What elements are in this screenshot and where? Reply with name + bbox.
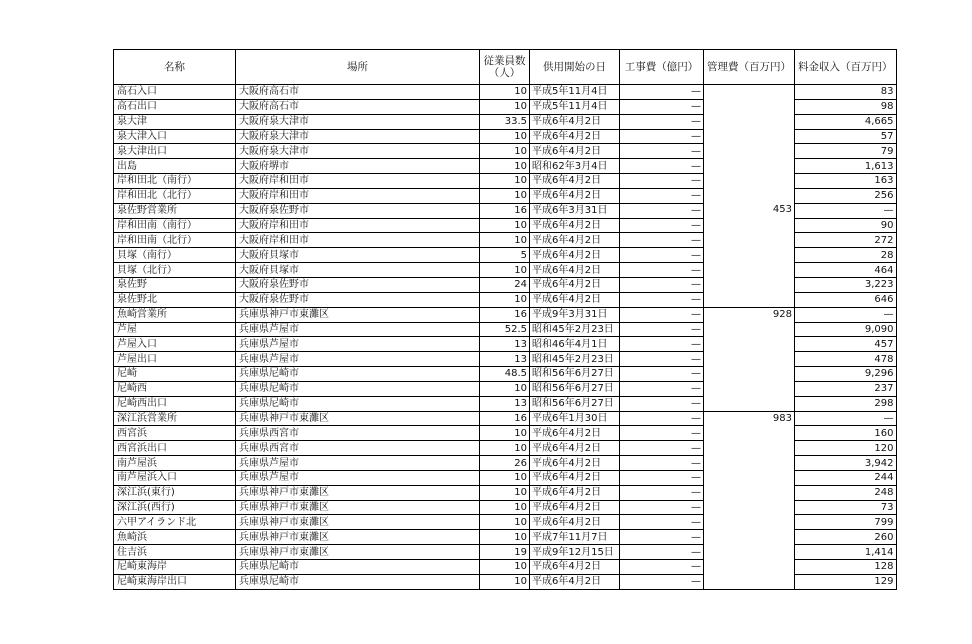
table-row: [114, 218, 897, 233]
table-row: [114, 485, 897, 500]
header-name: 名称: [114, 50, 236, 85]
table-row: [114, 277, 897, 292]
header-construction-cost: 工事費（億円）: [620, 50, 704, 85]
cell-name: 尼崎西出口: [114, 396, 236, 411]
cell-toll-revenue: 248: [795, 485, 897, 500]
cell-construction-cost: —: [620, 263, 704, 278]
cell-employees: 10: [480, 515, 530, 530]
cell-location: 兵庫県神戸市東灘区: [236, 530, 480, 545]
cell-construction-cost: —: [620, 292, 704, 307]
cell-employees: 26: [480, 456, 530, 471]
table-row: [114, 322, 897, 337]
table-row: [114, 530, 897, 545]
cell-name: 南芦屋浜: [114, 456, 236, 471]
cell-employees: 10: [480, 441, 530, 456]
table-row: [114, 411, 897, 426]
table-row: [114, 233, 897, 248]
cell-employees: 10: [480, 500, 530, 515]
cell-toll-revenue: 298: [795, 396, 897, 411]
table-row: [114, 292, 897, 307]
cell-construction-cost: —: [620, 515, 704, 530]
cell-employees: 10: [480, 292, 530, 307]
header-toll-revenue: 料金収入（百万円）: [795, 50, 897, 85]
cell-toll-revenue: 272: [795, 233, 897, 248]
cell-toll-revenue: 79: [795, 144, 897, 159]
cell-name: 泉大津入口: [114, 129, 236, 144]
cell-location: 大阪府泉大津市: [236, 144, 480, 159]
cell-toll-revenue: 163: [795, 174, 897, 189]
cell-name: 泉大津: [114, 114, 236, 129]
cell-open-date: 平成6年4月2日: [530, 560, 620, 575]
cell-toll-revenue: 464: [795, 263, 897, 278]
cell-name: 泉大津出口: [114, 144, 236, 159]
table-body: [114, 85, 897, 590]
cell-construction-cost: —: [620, 411, 704, 426]
cell-management-cost: [704, 560, 795, 575]
cell-management-cost: [704, 441, 795, 456]
cell-toll-revenue: 9,296: [795, 367, 897, 382]
cell-employees: 10: [480, 174, 530, 189]
cell-management-cost: [704, 99, 795, 114]
cell-toll-revenue: 1,613: [795, 159, 897, 174]
cell-location: 大阪府岸和田市: [236, 188, 480, 203]
cell-management-cost: [704, 114, 795, 129]
table-row: [114, 85, 897, 100]
cell-open-date: 平成6年4月2日: [530, 263, 620, 278]
cell-name: 西宮浜出口: [114, 441, 236, 456]
cell-construction-cost: —: [620, 352, 704, 367]
cell-open-date: 平成6年4月2日: [530, 515, 620, 530]
cell-location: 兵庫県神戸市東灘区: [236, 411, 480, 426]
cell-toll-revenue: 260: [795, 530, 897, 545]
cell-employees: 10: [480, 218, 530, 233]
cell-name: 貝塚（北行）: [114, 263, 236, 278]
cell-location: 兵庫県西宮市: [236, 441, 480, 456]
cell-location: 兵庫県尼崎市: [236, 367, 480, 382]
table-row: [114, 144, 897, 159]
cell-toll-revenue: 83: [795, 85, 897, 100]
cell-location: 兵庫県尼崎市: [236, 560, 480, 575]
cell-construction-cost: —: [620, 426, 704, 441]
cell-name: 西宮浜: [114, 426, 236, 441]
cell-name: 魚崎営業所: [114, 307, 236, 322]
cell-location: 兵庫県芦屋市: [236, 337, 480, 352]
cell-name: 岸和田北（南行）: [114, 174, 236, 189]
cell-employees: 5: [480, 248, 530, 263]
table-row: [114, 203, 897, 218]
cell-management-cost: [704, 337, 795, 352]
cell-toll-revenue: 3,223: [795, 277, 897, 292]
cell-open-date: 平成6年4月2日: [530, 248, 620, 263]
cell-construction-cost: —: [620, 233, 704, 248]
cell-name: 高石出口: [114, 99, 236, 114]
cell-name: 尼崎東海岸: [114, 560, 236, 575]
table-row: [114, 263, 897, 278]
table-row: [114, 381, 897, 396]
cell-employees: 10: [480, 263, 530, 278]
cell-management-cost: [704, 322, 795, 337]
cell-management-cost: [704, 277, 795, 292]
table-row: [114, 307, 897, 322]
cell-name: 尼崎東海岸出口: [114, 574, 236, 589]
cell-construction-cost: —: [620, 560, 704, 575]
cell-management-cost: [704, 263, 795, 278]
cell-management-cost: [704, 470, 795, 485]
cell-name: 尼崎西: [114, 381, 236, 396]
cell-toll-revenue: 3,942: [795, 456, 897, 471]
cell-employees: 10: [480, 99, 530, 114]
cell-management-cost: [704, 159, 795, 174]
table-row: [114, 188, 897, 203]
cell-management-cost: [704, 129, 795, 144]
cell-employees: 16: [480, 411, 530, 426]
cell-employees: 13: [480, 337, 530, 352]
cell-name: 岸和田南（南行）: [114, 218, 236, 233]
cell-name: 尼崎: [114, 367, 236, 382]
cell-open-date: 平成6年4月2日: [530, 114, 620, 129]
table-row: [114, 174, 897, 189]
cell-employees: 10: [480, 233, 530, 248]
table-row: [114, 367, 897, 382]
cell-toll-revenue: 129: [795, 574, 897, 589]
cell-management-cost: 983: [704, 411, 795, 426]
cell-location: 兵庫県尼崎市: [236, 574, 480, 589]
cell-location: 兵庫県神戸市東灘区: [236, 500, 480, 515]
cell-toll-revenue: 478: [795, 352, 897, 367]
cell-construction-cost: —: [620, 99, 704, 114]
cell-open-date: 平成5年11月4日: [530, 99, 620, 114]
header-employees: 従業員数 （人）: [480, 50, 530, 85]
cell-construction-cost: —: [620, 381, 704, 396]
cell-toll-revenue: 28: [795, 248, 897, 263]
cell-employees: 10: [480, 470, 530, 485]
cell-construction-cost: —: [620, 530, 704, 545]
table-row: [114, 560, 897, 575]
cell-construction-cost: —: [620, 396, 704, 411]
cell-name: 泉佐野: [114, 277, 236, 292]
cell-employees: 10: [480, 188, 530, 203]
cell-management-cost: [704, 248, 795, 263]
cell-construction-cost: —: [620, 218, 704, 233]
cell-location: 兵庫県尼崎市: [236, 396, 480, 411]
cell-management-cost: [704, 188, 795, 203]
cell-location: 大阪府泉大津市: [236, 114, 480, 129]
cell-employees: 16: [480, 307, 530, 322]
cell-name: 泉佐野北: [114, 292, 236, 307]
cell-name: 泉佐野営業所: [114, 203, 236, 218]
cell-employees: 16: [480, 203, 530, 218]
cell-management-cost: [704, 500, 795, 515]
cell-open-date: 平成6年4月2日: [530, 218, 620, 233]
cell-employees: 13: [480, 352, 530, 367]
cell-management-cost: [704, 352, 795, 367]
cell-toll-revenue: 799: [795, 515, 897, 530]
cell-open-date: 昭和56年6月27日: [530, 381, 620, 396]
cell-location: 兵庫県神戸市東灘区: [236, 485, 480, 500]
cell-location: 兵庫県神戸市東灘区: [236, 515, 480, 530]
cell-employees: 10: [480, 381, 530, 396]
table-row: [114, 500, 897, 515]
cell-toll-revenue: —: [795, 411, 897, 426]
cell-toll-revenue: 120: [795, 441, 897, 456]
table-row: [114, 352, 897, 367]
cell-management-cost: [704, 292, 795, 307]
facility-table-sheet: [113, 49, 897, 590]
cell-toll-revenue: 457: [795, 337, 897, 352]
cell-open-date: 平成6年4月2日: [530, 574, 620, 589]
cell-name: 芦屋入口: [114, 337, 236, 352]
table-row: [114, 441, 897, 456]
cell-open-date: 平成5年11月4日: [530, 85, 620, 100]
cell-construction-cost: —: [620, 322, 704, 337]
cell-toll-revenue: 90: [795, 218, 897, 233]
table-row: [114, 129, 897, 144]
cell-open-date: 昭和62年3月4日: [530, 159, 620, 174]
cell-management-cost: [704, 396, 795, 411]
cell-employees: 48.5: [480, 367, 530, 382]
cell-open-date: 昭和46年4月1日: [530, 337, 620, 352]
cell-open-date: 平成6年4月2日: [530, 129, 620, 144]
cell-construction-cost: —: [620, 367, 704, 382]
cell-employees: 10: [480, 560, 530, 575]
cell-toll-revenue: 73: [795, 500, 897, 515]
cell-toll-revenue: 160: [795, 426, 897, 441]
cell-open-date: 昭和56年6月27日: [530, 396, 620, 411]
cell-location: 兵庫県芦屋市: [236, 352, 480, 367]
cell-location: 兵庫県神戸市東灘区: [236, 307, 480, 322]
table-row: [114, 99, 897, 114]
cell-name: 魚崎浜: [114, 530, 236, 545]
cell-toll-revenue: 9,090: [795, 322, 897, 337]
cell-open-date: 平成6年4月2日: [530, 456, 620, 471]
cell-construction-cost: —: [620, 470, 704, 485]
cell-open-date: 平成6年4月2日: [530, 144, 620, 159]
cell-open-date: 平成9年12月15日: [530, 545, 620, 560]
cell-open-date: 平成6年3月31日: [530, 203, 620, 218]
cell-name: 六甲アイランド北: [114, 515, 236, 530]
cell-construction-cost: —: [620, 144, 704, 159]
cell-toll-revenue: 98: [795, 99, 897, 114]
cell-name: 芦屋出口: [114, 352, 236, 367]
cell-name: 貝塚（南行）: [114, 248, 236, 263]
header-location: 場所: [236, 50, 480, 85]
cell-management-cost: [704, 545, 795, 560]
cell-open-date: 平成6年4月2日: [530, 233, 620, 248]
cell-location: 大阪府貝塚市: [236, 248, 480, 263]
cell-name: 芦屋: [114, 322, 236, 337]
cell-employees: 10: [480, 159, 530, 174]
cell-construction-cost: —: [620, 337, 704, 352]
cell-employees: 10: [480, 485, 530, 500]
cell-construction-cost: —: [620, 188, 704, 203]
cell-construction-cost: —: [620, 574, 704, 589]
cell-toll-revenue: 244: [795, 470, 897, 485]
cell-name: 深江浜(西行): [114, 500, 236, 515]
table-row: [114, 337, 897, 352]
cell-open-date: 昭和45年2月23日: [530, 322, 620, 337]
cell-location: 大阪府高石市: [236, 99, 480, 114]
cell-management-cost: [704, 485, 795, 500]
cell-toll-revenue: —: [795, 203, 897, 218]
cell-open-date: 平成6年4月2日: [530, 174, 620, 189]
cell-construction-cost: —: [620, 114, 704, 129]
cell-location: 大阪府泉佐野市: [236, 277, 480, 292]
cell-construction-cost: —: [620, 159, 704, 174]
cell-management-cost: [704, 530, 795, 545]
facility-table: [113, 49, 897, 590]
table-row: [114, 545, 897, 560]
cell-location: 大阪府岸和田市: [236, 174, 480, 189]
cell-construction-cost: —: [620, 307, 704, 322]
cell-management-cost: [704, 144, 795, 159]
table-row: [114, 456, 897, 471]
cell-construction-cost: —: [620, 248, 704, 263]
header-management-cost: 管理費（百万円）: [704, 50, 795, 85]
cell-employees: 10: [480, 530, 530, 545]
cell-location: 兵庫県尼崎市: [236, 381, 480, 396]
cell-construction-cost: —: [620, 203, 704, 218]
cell-management-cost: [704, 367, 795, 382]
cell-location: 兵庫県芦屋市: [236, 470, 480, 485]
cell-name: 南芦屋浜入口: [114, 470, 236, 485]
cell-toll-revenue: 237: [795, 381, 897, 396]
cell-construction-cost: —: [620, 129, 704, 144]
cell-location: 大阪府貝塚市: [236, 263, 480, 278]
cell-management-cost: [704, 85, 795, 100]
cell-open-date: 平成6年4月2日: [530, 277, 620, 292]
cell-construction-cost: —: [620, 441, 704, 456]
cell-location: 兵庫県芦屋市: [236, 456, 480, 471]
cell-open-date: 平成6年4月2日: [530, 470, 620, 485]
cell-employees: 10: [480, 144, 530, 159]
cell-location: 大阪府泉大津市: [236, 129, 480, 144]
cell-name: 深江浜営業所: [114, 411, 236, 426]
cell-employees: 10: [480, 426, 530, 441]
cell-location: 大阪府岸和田市: [236, 233, 480, 248]
table-header-row: [114, 50, 897, 85]
cell-location: 大阪府高石市: [236, 85, 480, 100]
cell-construction-cost: —: [620, 277, 704, 292]
cell-open-date: 平成6年4月2日: [530, 292, 620, 307]
cell-construction-cost: —: [620, 456, 704, 471]
cell-location: 兵庫県西宮市: [236, 426, 480, 441]
table-row: [114, 396, 897, 411]
cell-construction-cost: —: [620, 85, 704, 100]
cell-open-date: 昭和45年2月23日: [530, 352, 620, 367]
cell-open-date: 平成6年4月2日: [530, 485, 620, 500]
cell-toll-revenue: 57: [795, 129, 897, 144]
cell-open-date: 昭和56年6月27日: [530, 367, 620, 382]
cell-management-cost: [704, 456, 795, 471]
cell-location: 兵庫県神戸市東灘区: [236, 545, 480, 560]
cell-toll-revenue: 646: [795, 292, 897, 307]
cell-open-date: 平成6年4月2日: [530, 188, 620, 203]
cell-location: 兵庫県芦屋市: [236, 322, 480, 337]
cell-employees: 33.5: [480, 114, 530, 129]
cell-employees: 10: [480, 129, 530, 144]
cell-management-cost: [704, 218, 795, 233]
cell-toll-revenue: 4,665: [795, 114, 897, 129]
cell-management-cost: [704, 233, 795, 248]
cell-location: 大阪府岸和田市: [236, 218, 480, 233]
cell-employees: 52.5: [480, 322, 530, 337]
table-row: [114, 574, 897, 589]
cell-management-cost: [704, 574, 795, 589]
cell-open-date: 平成6年4月2日: [530, 426, 620, 441]
cell-management-cost: [704, 381, 795, 396]
cell-toll-revenue: 1,414: [795, 545, 897, 560]
table-row: [114, 248, 897, 263]
cell-construction-cost: —: [620, 485, 704, 500]
cell-name: 岸和田南（北行）: [114, 233, 236, 248]
cell-open-date: 平成6年4月2日: [530, 500, 620, 515]
table-row: [114, 426, 897, 441]
cell-employees: 13: [480, 396, 530, 411]
cell-toll-revenue: 128: [795, 560, 897, 575]
table-row: [114, 470, 897, 485]
table-row: [114, 515, 897, 530]
cell-toll-revenue: —: [795, 307, 897, 322]
cell-open-date: 平成9年3月31日: [530, 307, 620, 322]
cell-management-cost: [704, 426, 795, 441]
cell-construction-cost: —: [620, 545, 704, 560]
cell-employees: 10: [480, 85, 530, 100]
table-row: [114, 114, 897, 129]
cell-toll-revenue: 256: [795, 188, 897, 203]
cell-management-cost: 928: [704, 307, 795, 322]
cell-name: 出島: [114, 159, 236, 174]
cell-management-cost: [704, 515, 795, 530]
cell-employees: 10: [480, 574, 530, 589]
cell-name: 住吉浜: [114, 545, 236, 560]
cell-open-date: 平成7年11月7日: [530, 530, 620, 545]
cell-employees: 19: [480, 545, 530, 560]
cell-management-cost: [704, 174, 795, 189]
cell-open-date: 平成6年1月30日: [530, 411, 620, 426]
cell-name: 深江浜(東行): [114, 485, 236, 500]
cell-name: 高石入口: [114, 85, 236, 100]
cell-construction-cost: —: [620, 174, 704, 189]
header-open-date: 供用開始の日: [530, 50, 620, 85]
cell-open-date: 平成6年4月2日: [530, 441, 620, 456]
cell-management-cost: 453: [704, 203, 795, 218]
cell-location: 大阪府泉佐野市: [236, 203, 480, 218]
cell-location: 大阪府堺市: [236, 159, 480, 174]
cell-construction-cost: —: [620, 500, 704, 515]
cell-name: 岸和田北（北行）: [114, 188, 236, 203]
cell-employees: 24: [480, 277, 530, 292]
table-row: [114, 159, 897, 174]
cell-location: 大阪府泉佐野市: [236, 292, 480, 307]
